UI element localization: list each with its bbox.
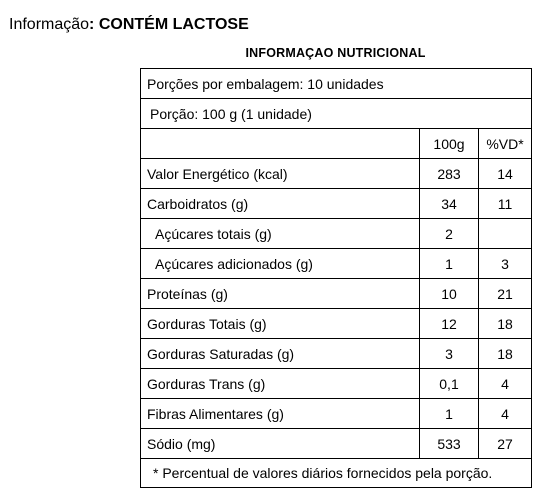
nutrient-amount: 0,1 [420, 369, 479, 399]
header-blank-cell [141, 129, 420, 159]
nutrient-label: Proteínas (g) [141, 279, 420, 309]
table-row [141, 249, 532, 279]
nutrition-table [140, 68, 532, 488]
portion-row [141, 99, 532, 129]
nutrient-amount: 34 [420, 189, 479, 219]
nutrient-label: Gorduras Saturadas (g) [141, 339, 420, 369]
nutrient-amount: 1 [420, 249, 479, 279]
nutrient-label: Gorduras Totais (g) [141, 309, 420, 339]
table-row [141, 159, 532, 189]
nutrient-amount: 3 [420, 339, 479, 369]
nutrient-amount: 10 [420, 279, 479, 309]
table-row [141, 369, 532, 399]
nutrient-dv: 3 [479, 249, 532, 279]
nutrient-dv: 14 [479, 159, 532, 189]
table-row [141, 309, 532, 339]
header-dv: %VD* [479, 129, 532, 159]
nutrient-label: Açúcares adicionados (g) [141, 249, 420, 279]
servings-per-package: Porções por embalagem: 10 unidades [141, 69, 532, 99]
nutrient-dv: 4 [479, 399, 532, 429]
nutrient-dv: 4 [479, 369, 532, 399]
header-amount: 100g [420, 129, 479, 159]
allergen-value: CONTÉM LACTOSE [94, 16, 249, 33]
nutrient-dv: 18 [479, 309, 532, 339]
nutrient-dv: 18 [479, 339, 532, 369]
nutrient-label: Sódio (mg) [141, 429, 420, 459]
nutrient-label: Fibras Alimentares (g) [141, 399, 420, 429]
nutrient-label: Açúcares totais (g) [141, 219, 420, 249]
table-row [141, 399, 532, 429]
table-row [141, 279, 532, 309]
nutrient-amount: 283 [420, 159, 479, 189]
portion-size: Porção: 100 g (1 unidade) [141, 99, 532, 129]
nutrient-label: Carboidratos (g) [141, 189, 420, 219]
allergen-prefix: Informação [9, 16, 90, 33]
table-row [141, 189, 532, 219]
nutrient-amount: 1 [420, 399, 479, 429]
nutrient-dv: 21 [479, 279, 532, 309]
table-row [141, 339, 532, 369]
nutrient-amount: 533 [420, 429, 479, 459]
allergen-colon: : [89, 16, 95, 33]
table-row [141, 219, 532, 249]
footnote-row [141, 459, 532, 488]
footnote: * Percentual de valores diários fornecidos pela porção. [141, 459, 532, 488]
nutrient-amount: 12 [420, 309, 479, 339]
header-row [141, 129, 532, 159]
nutrient-label: Gorduras Trans (g) [141, 369, 420, 399]
allergen-statement [9, 15, 249, 35]
nutrient-label: Valor Energético (kcal) [141, 159, 420, 189]
nutrient-amount: 2 [420, 219, 479, 249]
table-row [141, 429, 532, 459]
nutrition-table-title: INFORMAÇAO NUTRICIONAL [245, 46, 426, 60]
servings-row [141, 69, 532, 99]
nutrient-dv [479, 219, 532, 249]
nutrient-dv: 11 [479, 189, 532, 219]
nutrient-dv: 27 [479, 429, 532, 459]
